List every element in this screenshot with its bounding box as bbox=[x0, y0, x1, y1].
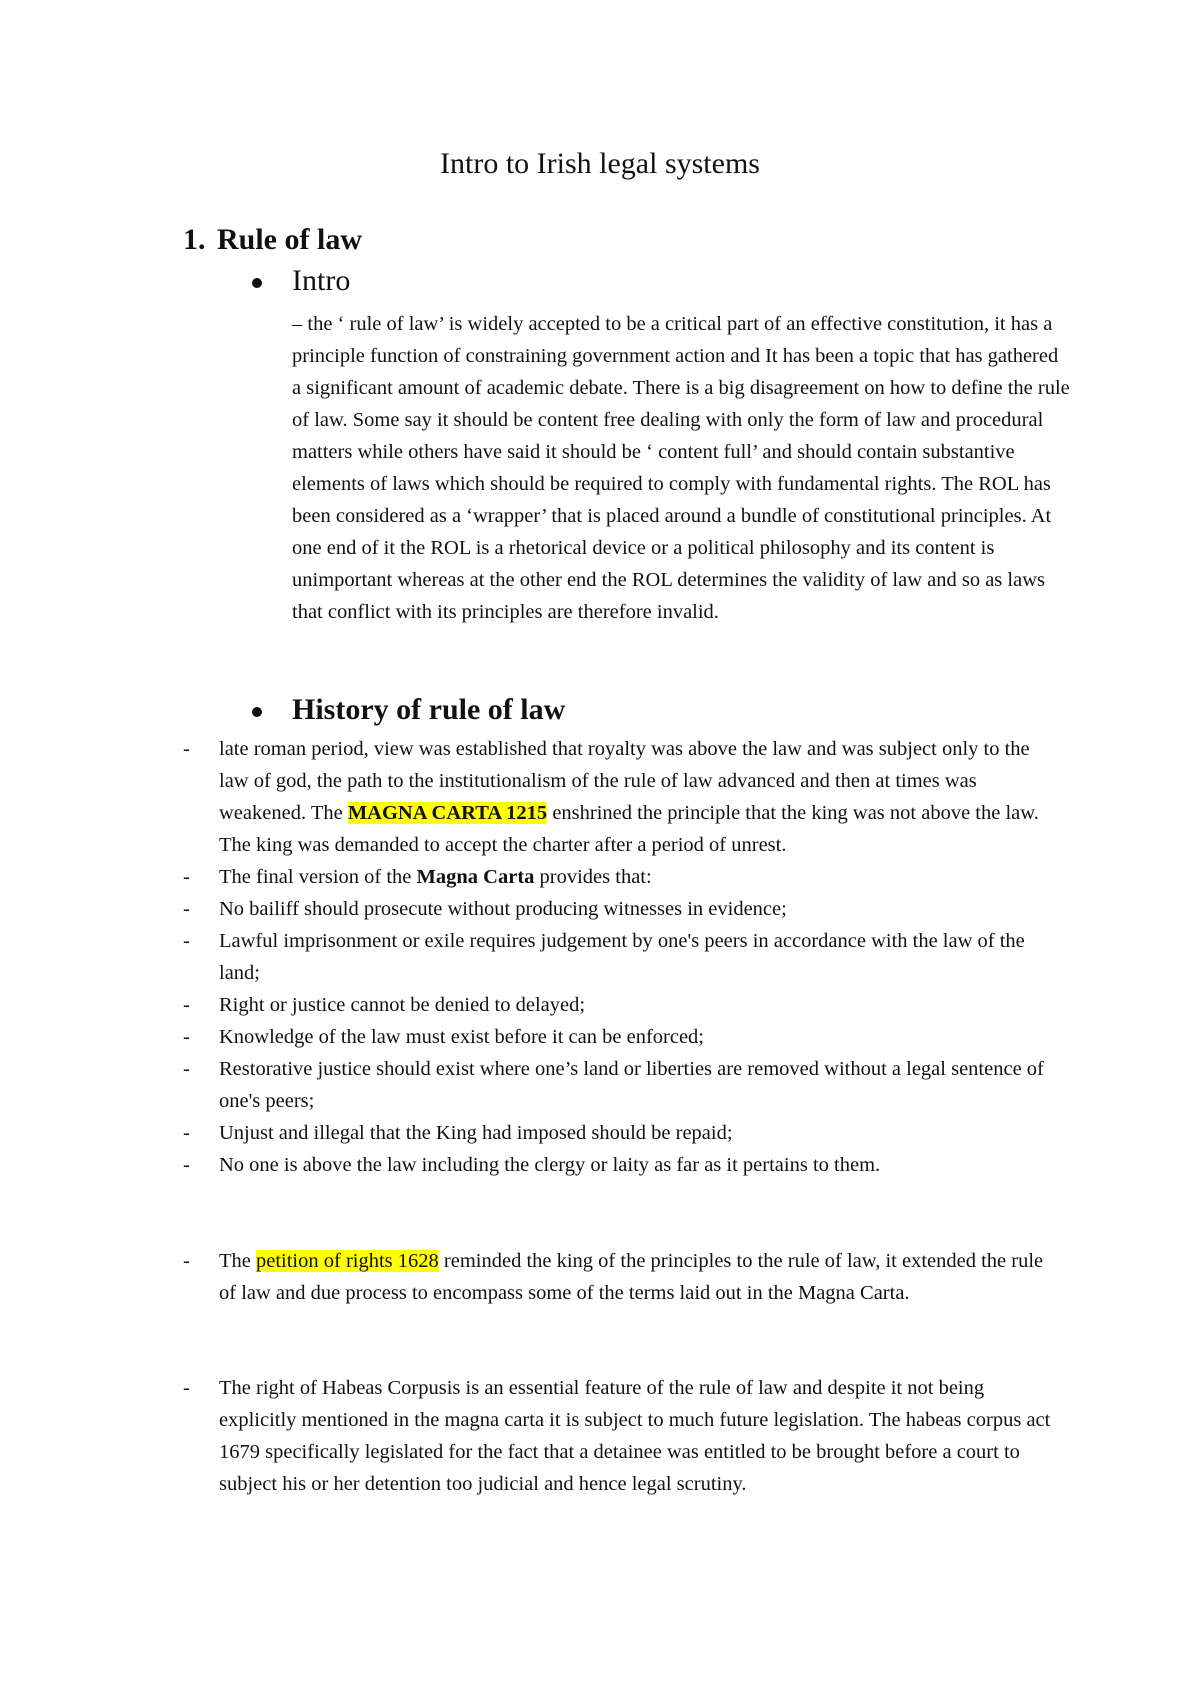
provision-text: No bailiff should prosecute without producing witnesses in evidence; bbox=[219, 898, 787, 920]
highlight-magna-carta-1215: MAGNA CARTA 1215 bbox=[347, 802, 548, 824]
dash-marker: - bbox=[183, 1026, 190, 1048]
dash-marker: - bbox=[183, 1377, 190, 1399]
list-item bbox=[183, 893, 1063, 925]
document-title: Intro to Irish legal systems bbox=[440, 147, 760, 180]
history-list bbox=[183, 733, 1063, 1181]
section-heading-rule-of-law bbox=[183, 222, 362, 258]
list-item bbox=[183, 1245, 1063, 1309]
provision-text: No one is above the law including the clergy or laity as far as it pertains to them. bbox=[219, 1154, 881, 1176]
section-heading-text: Rule of law bbox=[217, 223, 362, 256]
dash-marker: - bbox=[183, 1122, 190, 1144]
provision-text: Lawful imprisonment or exile requires judgement by one's peers in accordance with the law of the land; bbox=[219, 930, 1025, 984]
list-item bbox=[183, 1372, 1063, 1500]
list-item-text-after: provides that: bbox=[534, 866, 652, 888]
petition-list bbox=[183, 1245, 1063, 1309]
section-number: 1. bbox=[183, 223, 206, 256]
dash-marker: - bbox=[183, 898, 190, 920]
provision-text: Unjust and illegal that the King had imposed should be repaid; bbox=[219, 1122, 733, 1144]
habeas-list bbox=[183, 1372, 1063, 1500]
list-item-text-after: enshrined the principle that the king was not above the law. The king was demanded to accept the charter after a period of unrest. bbox=[219, 802, 1039, 856]
list-item bbox=[183, 861, 1063, 893]
dash-marker: - bbox=[183, 994, 190, 1016]
subheading-intro-text: Intro bbox=[292, 264, 351, 297]
list-item bbox=[183, 989, 1063, 1021]
list-item bbox=[183, 733, 1063, 861]
dash-marker: - bbox=[183, 866, 190, 888]
list-item bbox=[183, 1149, 1063, 1181]
list-item-text-before: The final version of the bbox=[219, 866, 417, 888]
provision-text: Knowledge of the law must exist before it can be enforced; bbox=[219, 1026, 704, 1048]
list-item-text-after: reminded the king of the principles to the rule of law, it extended the rule of law and due process to encompass some of the terms laid out in the Magna Carta. bbox=[219, 1250, 1044, 1304]
provision-text: Right or justice cannot be denied to delayed; bbox=[219, 994, 586, 1016]
intro-paragraph: – the ‘ rule of law’ is widely accepted to be a critical part of an effective constitution, it has a principle function of constraining government action and It has been a topic that has gathered a significant amount of academic debate. There is a big disagreement on how to define the rule of law. Some say it should be content free dealing with only the form of law and procedural matters while others have said it should be ‘ content full’ and should contain substantive elements of laws which should be required to comply with fundamental rights. The ROL has been considered as a ‘wrapper’ that is placed around a bundle of constitutional principles. At one end of it the ROL is a rhetorical device or a political philosophy and its content is unimportant whereas at the other end the ROL determines the validity of law and so as laws that conflict with its principles are therefore invalid. bbox=[292, 313, 1070, 623]
provision-text: Restorative justice should exist where one’s land or liberties are removed without a legal sentence of one's peers; bbox=[219, 1058, 1044, 1112]
dash-marker: - bbox=[183, 1154, 190, 1176]
list-item bbox=[183, 1117, 1063, 1149]
list-item bbox=[183, 925, 1063, 989]
dash-marker: - bbox=[183, 1058, 190, 1080]
list-item bbox=[183, 1053, 1063, 1117]
dash-marker: - bbox=[183, 738, 190, 760]
dash-marker: - bbox=[183, 1250, 190, 1272]
dash-marker: - bbox=[183, 930, 190, 952]
bold-magna-carta: Magna Carta bbox=[416, 866, 535, 888]
list-item bbox=[183, 1021, 1063, 1053]
highlight-petition-of-rights: petition of rights 1628 bbox=[256, 1250, 439, 1272]
list-item-text-before: The bbox=[219, 1250, 256, 1272]
habeas-corpus-text: The right of Habeas Corpusis is an essential feature of the rule of law and despite it not being explicitly mentioned in the magna carta it is subject to much future legislation. The habeas corpus act 1679 specifically legislated for the fact that a detainee was entitled to be brought before a court to subject his or her detention too judicial and hence legal scrutiny. bbox=[219, 1377, 1051, 1495]
list-item-text-before: late roman period, view was established that royalty was above the law and was subject only to the law of god, the path to the institutionalism of the rule of law advanced and then at times was weakened. The bbox=[219, 738, 1030, 824]
subheading-history-text: History of rule of law bbox=[292, 693, 566, 726]
